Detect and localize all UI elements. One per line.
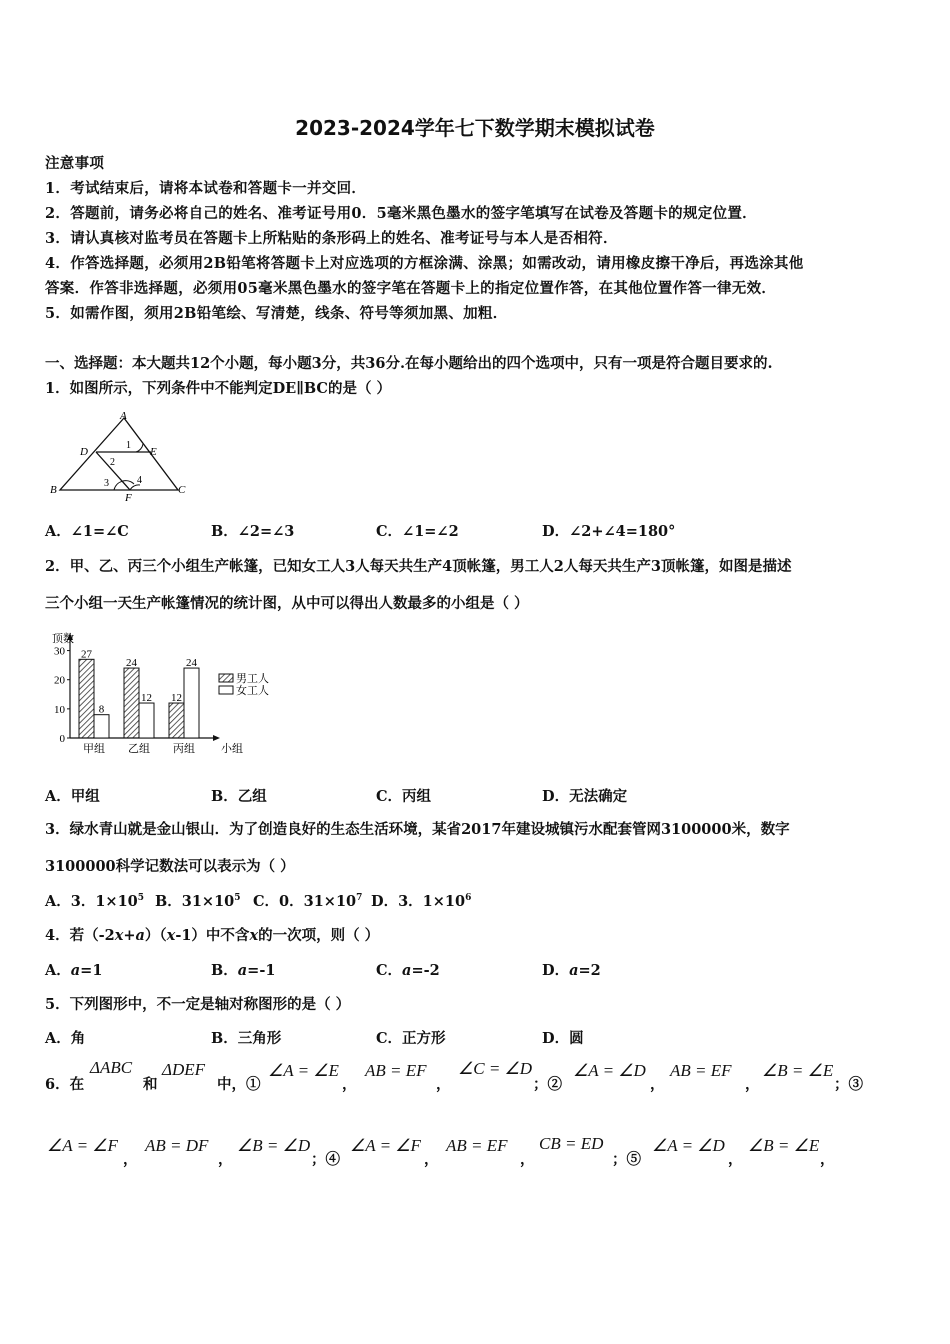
bar-value-label: 8	[98, 703, 105, 716]
q3-option-d-base: D．3．1×10	[371, 893, 466, 910]
q1-option-b: B．∠2=∠3	[211, 523, 295, 540]
q6-expr: AB = EF	[365, 1061, 427, 1080]
q4-option-var: a	[402, 962, 412, 979]
y-tick-label: 0	[59, 733, 65, 745]
q3-option-b-base: B．31×10	[155, 893, 235, 910]
angle-label: 1	[126, 440, 131, 451]
triangle-figure	[48, 408, 193, 503]
q4-var: a	[135, 927, 145, 944]
vertex-label: D	[80, 446, 88, 458]
q4-option-d	[542, 959, 601, 980]
q3-option-a-exp: 5	[137, 893, 145, 903]
bar-value-label: 24	[186, 657, 197, 670]
q6-triangle-def: ΔDEF	[162, 1060, 206, 1079]
question-1-stem: 1．如图所示，下列条件中不能判定DE∥BC的是（ ）	[45, 380, 392, 397]
q4-option-label: C．	[376, 962, 403, 979]
q4-option-value: =-1	[247, 962, 276, 979]
question-4-stem	[45, 924, 379, 945]
q6-expr: AB = DF	[145, 1136, 209, 1155]
q1-option-a: A．∠1=∠C	[45, 523, 129, 540]
q1-option-d: D．∠2+∠4=180°	[542, 523, 676, 540]
question-5-stem: 5．下列图形中，不一定是轴对称图形的是（ ）	[45, 996, 351, 1013]
q6-and: 和	[143, 1076, 158, 1093]
q6-sep: ，	[436, 1076, 451, 1093]
notice-item: 1．考试结束后，请将本试卷和答题卡一并交回．	[45, 180, 367, 197]
bar-value-label: 12	[141, 692, 152, 705]
bar-male-2	[169, 703, 184, 738]
bar-chart	[42, 630, 292, 760]
q4-option-value: =2	[578, 962, 601, 979]
chart-legend	[219, 672, 269, 697]
q4-option-c	[376, 959, 440, 980]
q6-sep: ，	[728, 1151, 743, 1168]
q6-expr: ∠A = ∠F	[47, 1136, 118, 1155]
question-2-stem-line1: 2．甲、乙、丙三个小组生产帐篷，已知女工人3人每天共生产4顶帐篷，男工人2人每天共生产3顶帐篷，如图是描述	[45, 558, 792, 575]
q2-option-b: B．乙组	[211, 788, 267, 805]
q4-option-value: =1	[80, 962, 103, 979]
q4-part: ）（	[144, 927, 167, 944]
x-axis-label: 小组	[221, 743, 243, 755]
q6-sep: ；④	[311, 1151, 340, 1168]
q3-option-a	[45, 890, 144, 911]
q4-option-var: a	[70, 962, 81, 979]
vertex-label: A	[120, 410, 127, 422]
q3-option-b	[155, 890, 241, 911]
q3-option-a-base: A．3．1×10	[45, 893, 138, 910]
angle-label: 3	[104, 478, 109, 489]
page-title: 2023-2024学年七下数学期末模拟试卷	[295, 116, 655, 140]
x-category-label: 丙组	[173, 743, 195, 755]
q6-expr: ∠A = ∠F	[350, 1136, 421, 1155]
q6-expr: AB = EF	[670, 1061, 732, 1080]
question-3-stem-line2: 3100000科学记数法可以表示为（ ）	[45, 858, 295, 875]
y-tick-label: 10	[54, 703, 65, 716]
q4-option-label: B．	[211, 962, 238, 979]
notice-heading: 注意事项	[45, 155, 105, 172]
y-tick-label: 30	[54, 645, 65, 658]
q6-expr: AB = EF	[446, 1136, 508, 1155]
q4-var: x	[249, 927, 259, 944]
q6-sep: ，	[123, 1151, 138, 1168]
q2-option-a: A．甲组	[45, 788, 100, 805]
q6-sep: ；⑤	[612, 1151, 641, 1168]
bar-male-0	[79, 659, 94, 738]
notice-item: 5．如需作图，须用2B铅笔绘、写清楚，线条、符号等须加黑、加粗．	[45, 305, 508, 322]
vertex-label: E	[150, 446, 157, 458]
q5-option-c: C．正方形	[376, 1030, 446, 1047]
q4-option-var: a	[237, 962, 248, 979]
q3-option-c-exp: 7	[356, 893, 363, 903]
q4-part: +	[123, 927, 136, 944]
q6-sep: ，	[820, 1151, 835, 1168]
notice-item: 4．作答选择题，必须用2B铅笔将答题卡上对应选项的方框涂满、涂黑；如需改动，请用橡皮擦干净后，再选涂其他	[45, 255, 804, 272]
q3-option-d	[371, 890, 471, 911]
q6-zhong: 中，①	[217, 1076, 261, 1093]
q6-sep: ，	[520, 1151, 535, 1168]
bar-male-1	[124, 668, 139, 738]
question-3-stem-line1: 3．绿水青山就是金山银山．为了创造良好的生态生活环境，某省2017年建设城镇污水配套管网3100000米，数字	[45, 821, 790, 838]
bar-female-2	[184, 668, 199, 738]
notice-item: 答案．作答非选择题，必须用05毫米黑色墨水的签字笔在答题卡上的指定位置作答，在其他位置作答一律无效．	[45, 280, 777, 297]
legend-swatch-female	[219, 686, 233, 694]
angle-label: 4	[137, 475, 142, 486]
q6-expr: ∠B = ∠D	[237, 1136, 311, 1155]
q2-option-d: D．无法确定	[542, 788, 628, 805]
q4-part: 4．若（-2	[45, 927, 115, 944]
q5-option-d: D．圆	[542, 1030, 584, 1047]
q6-sep: ，	[424, 1151, 439, 1168]
q4-part: -1）中不含	[175, 927, 250, 944]
bar-value-label: 24	[126, 657, 137, 670]
bar-female-0	[94, 715, 109, 738]
y-tick-label: 20	[54, 674, 65, 687]
bar-female-1	[139, 703, 154, 738]
vertex-label: B	[50, 484, 57, 496]
q4-option-b	[211, 959, 275, 980]
q4-var: x	[114, 927, 124, 944]
q3-option-d-exp: 6	[465, 893, 472, 903]
y-axis-label: 顶数	[52, 633, 74, 645]
q6-expr: ∠A = ∠D	[573, 1061, 646, 1080]
bar-value-label: 27	[81, 648, 92, 661]
q4-option-value: =-2	[411, 962, 440, 979]
vertex-label: F	[125, 492, 132, 503]
q4-var: x	[166, 927, 176, 944]
q6-sep: ；③	[834, 1076, 863, 1093]
q4-option-label: D．	[542, 962, 570, 979]
q6-sep: ，	[218, 1151, 233, 1168]
q4-option-var: a	[569, 962, 579, 979]
x-category-label: 乙组	[128, 743, 150, 755]
vertex-label: C	[178, 484, 186, 496]
q6-expr: ∠A = ∠D	[652, 1136, 725, 1155]
notice-item: 3．请认真核对监考员在答题卡上所粘贴的条形码上的姓名、准考证号与本人是否相符．	[45, 230, 618, 247]
notice-item: 2．答题前，请务必将自己的姓名、准考证号用0．5毫米黑色墨水的签字笔填写在试卷及答题卡的规定位置．	[45, 205, 757, 222]
q4-option-label: A．	[45, 962, 71, 979]
q3-option-c	[253, 890, 362, 911]
q6-expr: CB = ED	[539, 1134, 604, 1153]
legend-label-female: 女工人	[236, 685, 269, 697]
q6-expr: ∠B = ∠E	[748, 1136, 820, 1155]
q6-sep: ，	[745, 1076, 760, 1093]
q4-option-a	[45, 959, 102, 980]
legend-label-male: 男工人	[236, 673, 269, 685]
q2-option-c: C．丙组	[376, 788, 432, 805]
bar-value-label: 12	[171, 692, 182, 705]
q6-expr: ∠C = ∠D	[458, 1059, 533, 1078]
q1-option-c: C．∠1=∠2	[376, 523, 459, 540]
x-category-label: 甲组	[83, 743, 105, 755]
q6-triangle-abc: ΔABC	[90, 1058, 133, 1077]
q6-number: 6．在	[45, 1076, 85, 1093]
section-heading: 一、选择题：本大题共12个小题，每小题3分，共36分.在每小题给出的四个选项中，只有一项是符合题目要求的.	[45, 355, 773, 372]
q6-expr: ∠B = ∠E	[762, 1061, 834, 1080]
q6-sep: ，	[650, 1076, 665, 1093]
q3-option-b-exp: 5	[234, 893, 241, 903]
angle-label: 2	[110, 457, 115, 468]
q6-sep: ，	[342, 1076, 357, 1093]
q4-part: 的一次项，则（ ）	[258, 927, 380, 944]
q5-option-b: B．三角形	[211, 1030, 282, 1047]
q3-option-c-base: C．0．31×10	[253, 893, 357, 910]
legend-swatch-male	[219, 674, 233, 682]
q5-option-a: A．角	[45, 1030, 86, 1047]
q6-expr: ∠A = ∠E	[268, 1061, 339, 1080]
question-2-stem-line2: 三个小组一天生产帐篷情况的统计图，从中可以得出人数最多的小组是（ ）	[45, 595, 529, 612]
q6-sep: ；②	[533, 1076, 562, 1093]
